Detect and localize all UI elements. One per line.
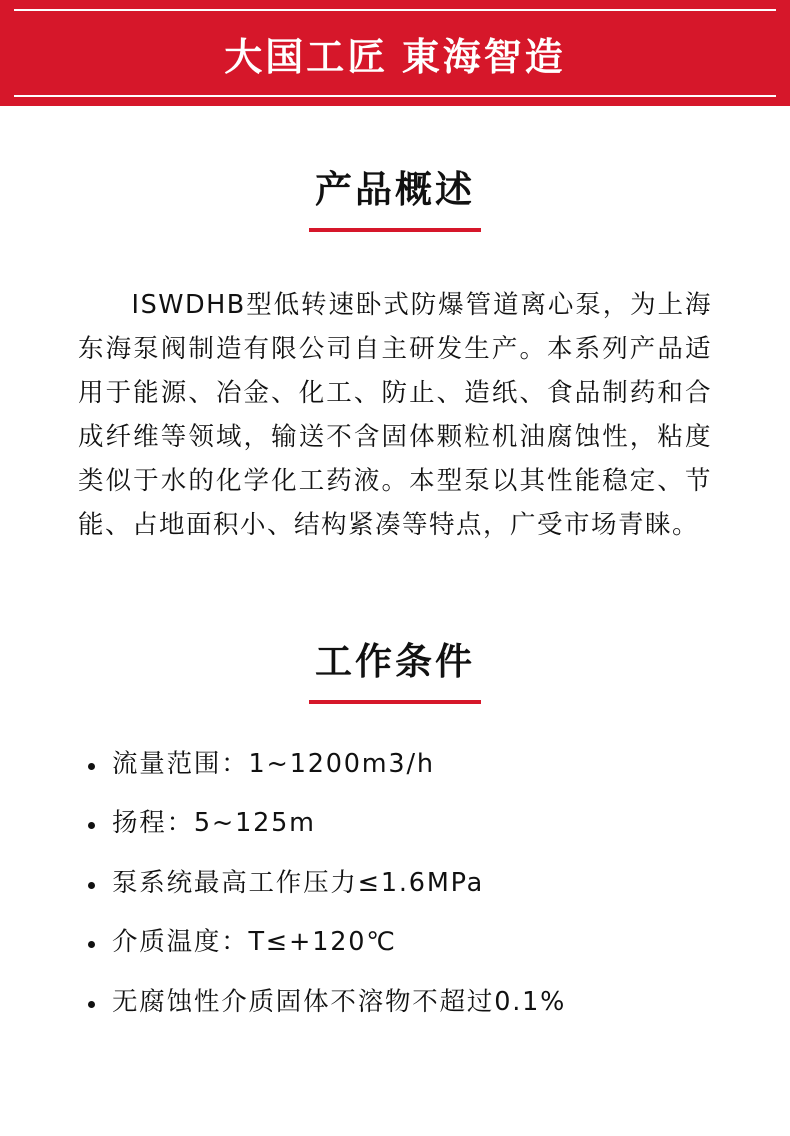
- list-item: 介质温度：T≤+120℃: [86, 930, 790, 956]
- section-title-overview: 产品概述: [315, 169, 475, 210]
- list-item: 流量范围：1~1200m3/h: [86, 752, 790, 778]
- section-product-overview: [0, 168, 790, 548]
- section-working-conditions: [0, 640, 790, 1016]
- banner-title: 大国工匠 東海智造: [224, 36, 566, 79]
- working-conditions-list: [0, 748, 790, 1017]
- list-item: 无腐蚀性介质固体不溶物不超过0.1%: [86, 990, 790, 1016]
- section-header-conditions: [0, 640, 790, 704]
- banner-frame: [14, 9, 776, 97]
- list-item: 扬程：5~125m: [86, 811, 790, 837]
- section-underline-overview: [309, 228, 481, 232]
- section-title-conditions: 工作条件: [315, 640, 475, 682]
- section-header-overview: [0, 168, 790, 232]
- section-underline-conditions: [309, 700, 481, 704]
- top-banner: [0, 0, 790, 106]
- overview-body: [78, 284, 712, 547]
- list-item: 泵系统最高工作压力≤1.6MPa: [86, 871, 790, 897]
- overview-paragraph: ISWDHB型低转速卧式防爆管道离心泵，为上海东海泵阀制造有限公司自主研发生产。本系列产品适用于能源、冶金、化工、防止、造纸、食品制药和合成纤维等领域，输送不含固体颗粒机油腐蚀性，粘度类似于水的化学化工药液。本型泵以其性能稳定、节能、占地面积小、结构紧凑等特点，广受市场青睐。: [78, 290, 712, 540]
